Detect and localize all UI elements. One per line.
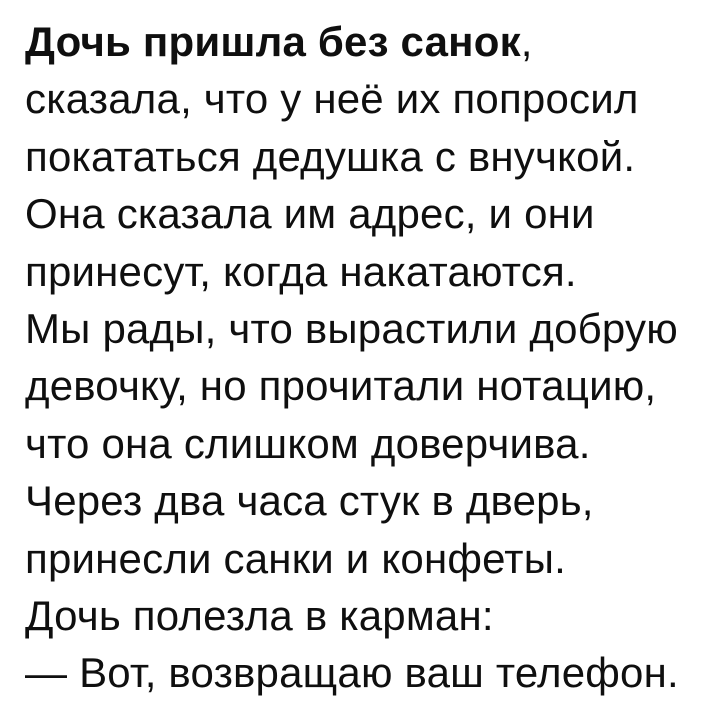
joke-title-line bbox=[25, 13, 685, 70]
text-line: Через два часа стук в дверь, bbox=[25, 477, 594, 525]
text-line: покататься дедушка с внучкой. bbox=[25, 132, 636, 180]
joke-title-comma: , bbox=[520, 18, 533, 65]
text-line: принесли санки и конфеты. bbox=[25, 534, 566, 582]
text-line: Мы рады, что вырастили добрую bbox=[25, 305, 678, 353]
joke-title-bold-text: Дочь пришла без санок bbox=[25, 18, 521, 65]
text-line: сказала, что у неё их попросил bbox=[25, 75, 639, 123]
text-line: Дочь полезла в карман: bbox=[25, 592, 494, 640]
text-line: девочку, но прочитали нотацию, bbox=[25, 362, 657, 410]
text-line: принесут, когда накатаются. bbox=[25, 247, 577, 295]
text-line: — Вот, возвращаю ваш телефон. bbox=[25, 649, 679, 697]
text-line: что она слишком доверчива. bbox=[25, 419, 591, 467]
text-line: Она сказала им адрес, и они bbox=[25, 190, 595, 238]
